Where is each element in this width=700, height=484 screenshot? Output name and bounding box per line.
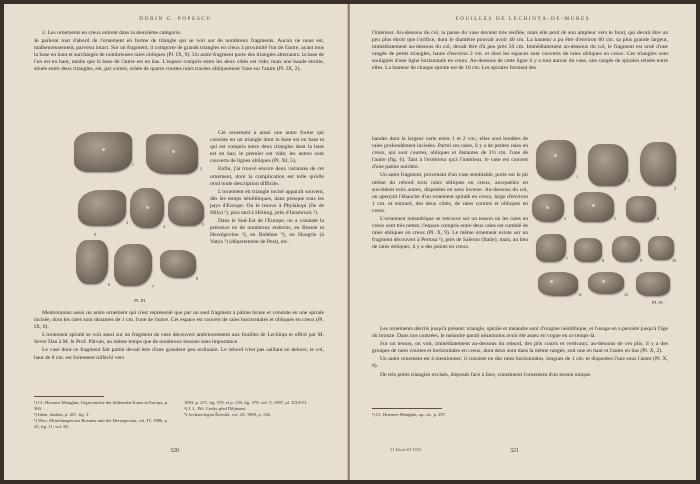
plate-figure-number: 8 bbox=[196, 276, 198, 281]
left-narrow-text bbox=[210, 130, 324, 248]
paragraph: l'intérieur. Au-dessous du col, la panse du vase devient très renflée, mais elle perd de son ampleur vers le fond, qui devait être un peu plus étroit que l'orifice, dont le diamètre pouvait avoir 40 cm. La hauteur a pu être d'environ 60 cm. sa plus grande largeur, immédiatement au-dessous du col, devait être d'à peu près 50 cm. Immédiatement au-dessous du col, le fragment est orné d'une rangée de petits triangles, hauts d'environ 2 cm. et dont les espaces sont couverts de raies obliques en creux. Ces triangles sont soulignés d'une ligne horizontale en creux. Au-dessous de cette ligne il y a tout autour du vase, une rangée de spirales reliées entre elles. La hauteur de chaque spirale est de 10 cm. Les spirales forment des bbox=[372, 30, 668, 72]
pottery-sherd-image bbox=[612, 236, 640, 262]
plate-figure-number: 2 bbox=[200, 166, 202, 171]
pottery-sherd-image bbox=[640, 142, 676, 186]
plate-figure-number: 7 bbox=[152, 284, 154, 289]
pottery-sherd-image bbox=[636, 272, 670, 296]
plate-iii bbox=[74, 132, 206, 308]
footnotes bbox=[372, 412, 668, 418]
sherd-highlight bbox=[172, 150, 175, 153]
right-running-head: FOUILLES DE LECHINȚA-DE-MUREȘ bbox=[455, 16, 591, 22]
pottery-sherd-image bbox=[574, 238, 602, 262]
paragraph: bandes dont la largeur varie entre 1 et 2 cm.; elles sont bordées de raies profondément incisées. Parmi ces raies, il y a de petites raies en creux, qui sont courtes, obliques et distantes de 1½ cm. l'une de l'autre (fig. 6). Tant à l'extérieur qu'à l'intérieur, le vase est couvert d'une patine noirâtre. bbox=[372, 136, 528, 171]
paragraph: Je parlerai tout d'abord de l'ornement en forme de triangle qui se voit sur de nombreux fragments. Aucun ne nous est, malheureusement, parvenu intact. Sur un fragment, il comporte de grands triangles en creux à proximité l'un de l'autre, ayant tous la base en haut et surchargés de nombreuses raies obliques (Pl. IX, 9). Un autre fragment porte des triangles alternants: la base de l'un est en haut, tandis que la base de l'autre est en bas. L'espace compris entre les deux côtés est vide; mais une bande étroite, située entre deux triangles, est, par contre, ornée de quatre courtes raies tracées obliquement l'une sur l'autre (Pl. IX, 2). bbox=[34, 38, 324, 73]
paragraph: Un autre fragment, provenant d'un vase semblable, porte sur le pli même du rebord trois raies obliques en creux, auxquelles en succèdent trois autres, disposées en sens inverse. Au-dessous du col, on aperçoit l'ébauche d'un ornement spiralé en creux, large d'environ 1 cm. et entouré, des deux côtés, de raies courtes et obliques en creux. bbox=[372, 172, 528, 214]
footnote-rule bbox=[372, 408, 442, 409]
plate-figure-number: 5 bbox=[202, 222, 204, 227]
plate-figure-number: 6 bbox=[108, 282, 110, 287]
plate-figure-number: 1 bbox=[576, 174, 578, 179]
sherd-highlight bbox=[554, 154, 557, 157]
plate-figure-number: 5 bbox=[614, 216, 616, 221]
plate-figure-number: 10 bbox=[672, 258, 676, 263]
paragraph: Le vase dont ce fragment fait partie devait être d'une grandeur peu ordinaire. Le rebord n'est pas saillant en dehors; le col, haut de 8 cm. est fortement infléchi vers bbox=[34, 347, 324, 361]
plate-label: Pl. III. bbox=[134, 298, 147, 303]
plate-figure-number: 4 bbox=[564, 216, 566, 221]
left-page bbox=[4, 4, 348, 480]
right-page bbox=[350, 4, 696, 480]
paragraph: L'ornement spiralé se voit aussi sur un fragment de vase découvert antérieurement aux fouilles de Lechința et offert par M. Sever Dan à M. le Prof. Pârvan, au même temps que de nombreux tessons sans importance. bbox=[34, 332, 324, 346]
plate-figure-number: 2 bbox=[628, 178, 630, 183]
paragraph: Sur un tesson, on voit, immédiatement au-dessous du rebord, des plis courts et verticaux; au-dessous de ces plis, il y a des groupes de raies courtes et horizontales en creux, dont deux sont dans la même rangée, soit une en haut et l'autre en bas (Pl. X, 2). bbox=[372, 341, 668, 355]
footnotes-column-2 bbox=[184, 400, 324, 418]
plate-figure-number: 9 bbox=[640, 258, 642, 263]
left-running-head: DORIN G. POPESCU bbox=[139, 16, 212, 22]
pottery-sherd-image bbox=[114, 244, 152, 286]
right-page-number: 321 bbox=[510, 448, 519, 454]
pottery-sherd-image bbox=[146, 134, 198, 174]
pottery-sherd-image bbox=[588, 272, 624, 294]
paragraph: De très petits triangles excisés, disposés face à face, constituent l'ornement d'un tesson unique. bbox=[380, 371, 592, 378]
footnote: ²) Idem, ibidem, p. 437, fig. 3. bbox=[34, 412, 90, 417]
sherd-highlight bbox=[546, 206, 549, 209]
plate-figure-number: 8 bbox=[602, 258, 604, 263]
footnote: 1893, p. 237, fig. 370, et p. 158, fig. 379; vol. V, 1897, pl. XXXVI. bbox=[184, 400, 308, 405]
printer-signature: 21 Dacia III 1933 bbox=[390, 447, 422, 452]
plate-figure-number: 3 bbox=[674, 186, 676, 191]
pottery-sherd-image bbox=[536, 234, 566, 262]
footnote-rule bbox=[34, 396, 104, 397]
plate-figure-number: 9 bbox=[94, 232, 96, 237]
pottery-sherd-image bbox=[626, 196, 656, 222]
sherd-highlight bbox=[146, 206, 149, 209]
paragraph: Mentionnons aussi un autre ornement qui n'est représenté que par un seul fragment à pâtine brune et consiste en une spirale incisée, dont les raies sont distantes de 1 cm. l'une de l'autre. Cet espace est couvert de raies horizontales et obliques en creux (Pl. IX, 6). bbox=[34, 310, 324, 331]
footnote: ¹) Cf. Hoernes-Menghin, Urgeschichte der bildenden Kunst in Europa, p. 369. bbox=[34, 400, 169, 411]
plate-figure-number: 12 bbox=[624, 292, 628, 297]
paragraph: Les ornements décrits jusqu'à présent: triangle, spirale et méandre sont d'origine néolithique, et l'usage en a persisté jusqu'à l'âge du bronze. Dans nos contrées, le méandre paraît néanmoins avoir été assez en vogue en ce temps-là. bbox=[372, 326, 668, 340]
sherd-highlight bbox=[550, 280, 553, 283]
plate-label: Pl. IV. bbox=[652, 300, 664, 305]
sherd-highlight bbox=[102, 148, 105, 151]
right-bottom-text bbox=[372, 326, 668, 380]
left-top-text bbox=[34, 30, 324, 75]
sherd-highlight bbox=[602, 280, 605, 283]
paragraph: 2. Les ornements en creux entrent dans la deuxième catégorie. bbox=[42, 30, 182, 36]
pottery-sherd-image bbox=[588, 144, 628, 186]
footnote: ¹) Cf. Hoernes-Menghin, op. cit., p. 297. bbox=[372, 412, 447, 417]
plate-figure-number: 3 bbox=[126, 220, 128, 225]
paragraph: L'ornement méandrique se retrouve sur un tesson où les raies en creux sont très nettes; l'espace compris entre deux raies est comblé de raies obliques en creux (Pl. X, 9). Le même ornement existe sur un fragment découvert à Pertosa ¹), près de Salerno (Italie), mais, au lieu de raies obliques, il y a des points en creux. bbox=[372, 216, 528, 251]
paragraph: L'ornement en triangle incisé apparaît souvent, dès les temps néolithiques, dans presque tous les pays d'Europe. On le trouve à Phylakopi (île de Milo) ¹), plus tard à Hötting, près d'Innsbruck ²). bbox=[210, 188, 324, 217]
right-top-text bbox=[372, 30, 668, 74]
left-page-number: 320 bbox=[170, 448, 179, 454]
plate-iv bbox=[532, 140, 680, 310]
plate-figure-number: 7 bbox=[566, 256, 568, 261]
footnote: ³) Wiss. Mitteilungen aus Bosnien und der Herzegovina, vol. IV, 1896, p. 45, fig. 11; vol. III, bbox=[34, 418, 169, 429]
paragraph: Enfin, j'ai trouvé encore deux variantes de cet ornement, dont la complication est telle qu'elle rend toute description difficile. bbox=[210, 166, 324, 187]
left-bottom-text bbox=[34, 310, 324, 363]
plate-figure-number: 1 bbox=[132, 162, 134, 167]
plate-figure-number: 4 bbox=[163, 224, 165, 229]
pottery-sherd-image bbox=[574, 192, 614, 222]
pottery-sherd-image bbox=[78, 190, 126, 226]
pottery-sherd-image bbox=[538, 272, 578, 296]
footnotes-column-1 bbox=[34, 400, 174, 430]
paragraph: Dans le Sud-Est de l'Europe, on a constaté la présence en de nombreux endroits, en Bosnie et Herzégovine ³), en Bohême ⁴), en Hongrie (à Vatya ⁵) (département de Pest), etc. bbox=[210, 218, 324, 246]
pottery-sherd-image bbox=[648, 236, 674, 260]
paragraph: Un autre ornement est à mentionner; il consiste en des raies horizontales, longues de 1 cm. et disposées l'une sous l'autre (Pl. X, 8). bbox=[372, 356, 668, 370]
pottery-sherd-image bbox=[160, 250, 196, 278]
pottery-sherd-image bbox=[536, 140, 576, 180]
footnote: ⁴) J. L. Pič: Cechy před Dějinami. bbox=[184, 406, 247, 411]
pottery-sherd-image bbox=[74, 132, 132, 172]
footnote: ⁵) Archaeologiai Értesítő, vol. 29, 1909, p. 136. bbox=[184, 412, 271, 417]
right-narrow-text bbox=[372, 136, 528, 253]
plate-figure-number: 6 bbox=[657, 216, 659, 221]
sherd-highlight bbox=[592, 204, 595, 207]
paragraph: Cet ornement a aussi une autre forme qui consiste en un triangle dont la base est en haut et qui est compris entre deux triangles dont la base est en bas; le premier est vide; les autres sont couverts de lignes obliques (Pl. XI, 5). bbox=[210, 130, 324, 165]
plate-figure-number: 11 bbox=[578, 292, 582, 297]
pottery-sherd-image bbox=[76, 240, 108, 284]
pottery-sherd-image bbox=[168, 196, 204, 226]
